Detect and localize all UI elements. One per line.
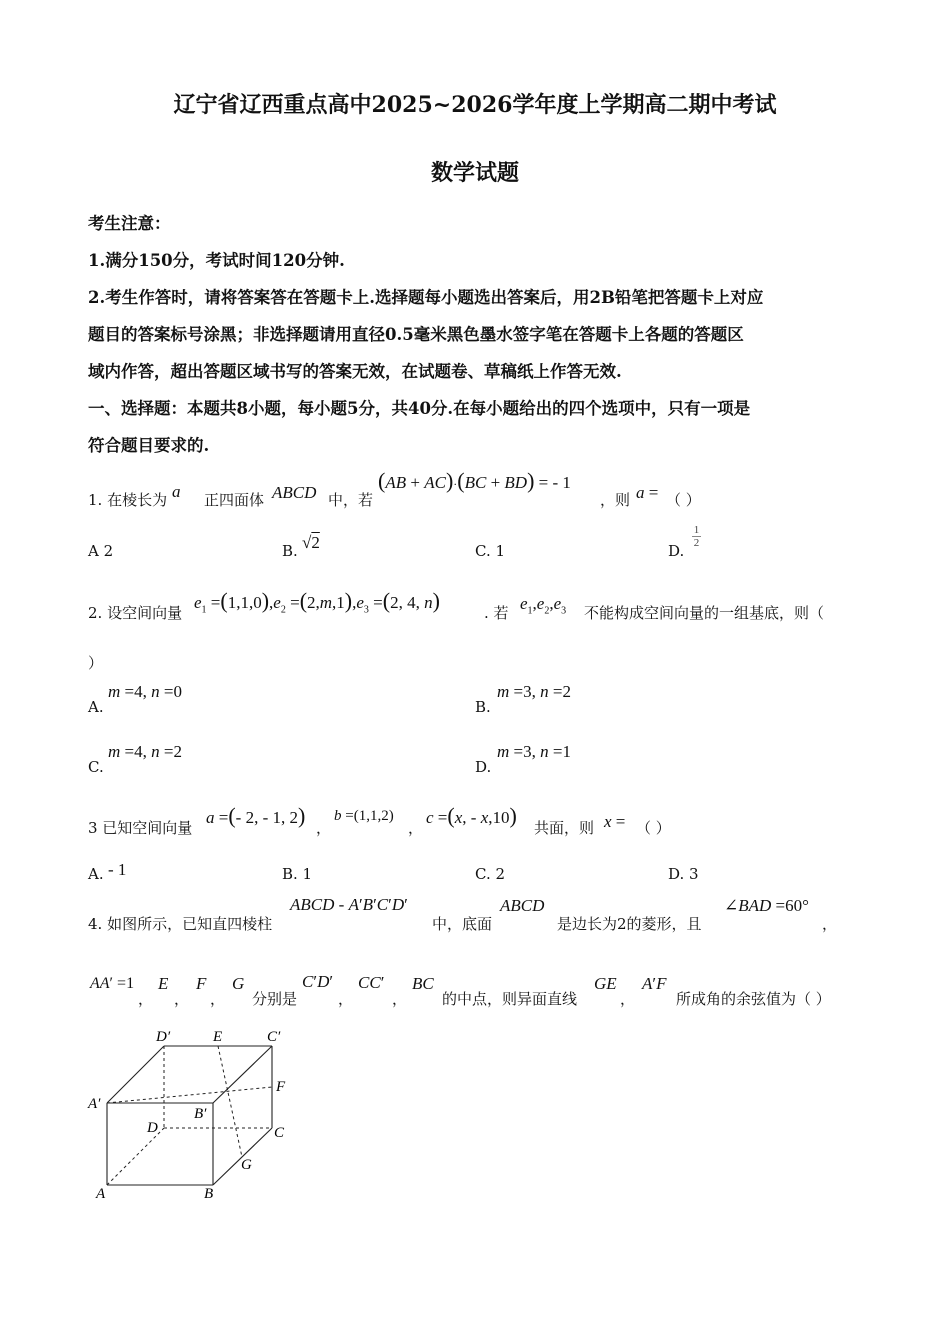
q2-text-4: ） <box>88 654 104 672</box>
q4-math-cc: CC′ <box>358 973 385 992</box>
q2-option-a-label: A. <box>88 698 104 716</box>
q3-math-c: c =(x, - x,10) <box>426 803 517 828</box>
q4-math-ge: GE <box>594 974 617 993</box>
q2-text-1: 2. 设空间向量 <box>88 604 183 622</box>
q4-text-5: 分别是 <box>252 990 298 1008</box>
q1-math-a-eq: a = <box>636 483 659 502</box>
notice-item-2-line-2: 题目的答案标号涂黑；非选择题请用直径0.5毫米黑色墨水签字笔在答题卡上各题的答题区 <box>88 325 744 344</box>
q3-comma-2: ， <box>408 819 424 837</box>
q4-comma-4: ， <box>338 990 354 1008</box>
q4-math-e: E <box>158 974 169 993</box>
exam-title: 辽宁省辽西重点高中2025~2026学年度上学期高二期中考试 <box>173 92 777 118</box>
q3-option-d: D. 3 <box>668 865 699 883</box>
notice-item-2-line-3: 域内作答，超出答题区域书写的答案无效，在试题卷、草稿纸上作答无效. <box>88 362 622 381</box>
section-1-heading-line-2: 符合题目要求的. <box>88 436 210 455</box>
edge-b1-c1 <box>213 1046 272 1103</box>
q4-text-7: 所成角的余弦值为（ ） <box>676 990 831 1008</box>
q3-math-x-eq: x = <box>604 812 626 831</box>
q3-option-c: C. 2 <box>475 865 506 883</box>
q4-math-bc: BC <box>412 974 434 993</box>
q2-text-3: 不能构成空间向量的一组基底，则（ <box>584 604 825 622</box>
q1-math-a: a <box>172 482 181 501</box>
q4-comma-1: ， <box>138 990 154 1008</box>
q3-comma-1: ， <box>316 819 332 837</box>
q4-math-g: G <box>232 974 245 993</box>
q4-comma-5: ， <box>392 990 408 1008</box>
q2-option-a-math: m =4, n =0 <box>108 682 182 701</box>
q1-math-condition: (AB + AC)·(BC + BD) = - 1 <box>378 468 571 493</box>
q2-option-c-label: C. <box>88 758 104 776</box>
q4-comma-6: ， <box>620 990 636 1008</box>
q1-text-5: （ ） <box>666 491 701 509</box>
notice-item-1: 1.满分150分，考试时间120分钟. <box>88 251 345 270</box>
label-b-prime: B′ <box>194 1106 207 1122</box>
q1-text-3: 中，若 <box>328 491 374 509</box>
label-c: C <box>274 1125 285 1141</box>
q4-comma-2: ， <box>174 990 190 1008</box>
label-b: B <box>204 1186 214 1202</box>
label-g: G <box>241 1157 252 1173</box>
q4-text-4: ， <box>822 915 838 933</box>
q2-option-b-label: B. <box>475 698 491 716</box>
q2-option-b-math: m =3, n =2 <box>497 682 571 701</box>
label-f: F <box>276 1079 286 1095</box>
label-e: E <box>213 1029 223 1045</box>
q1-text-4: ，则 <box>600 491 631 509</box>
notice-item-2-line-1: 2.考生作答时，请将答案答在答题卡上.选择题每小题选出答案后，用2B铅笔把答题卡上对应 <box>88 288 764 307</box>
prism-figure <box>80 1020 320 1210</box>
segment-e-g <box>218 1046 242 1157</box>
q2-math-vectors: $e_1 =(1,1,0),e_2 =(2,m,1),e_3 =(2$, 4, n) <box>194 588 440 616</box>
q4-math-af: A′F <box>642 974 667 993</box>
q1-option-b-label: B. <box>282 542 298 560</box>
notice-heading: 考生注意： <box>88 214 171 233</box>
q4-text-1: 4. 如图所示，已知直四棱柱 <box>88 915 273 933</box>
q3-option-b: B. 1 <box>282 865 313 883</box>
q1-option-c: C. 1 <box>475 542 506 560</box>
q4-text-6: 的中点，则异面直线 <box>442 990 578 1008</box>
segment-a1-f <box>107 1087 272 1103</box>
q2-text-2: . 若 <box>484 604 509 622</box>
q3-math-b: b =(1,1,2) <box>334 808 394 824</box>
q3-math-a: a =(- 2, - 1, 2) <box>206 803 306 828</box>
q3-option-a-label: A. <box>88 865 104 883</box>
q3-text-5: 共面，则 <box>534 819 595 837</box>
q2-option-c-math: m =4, n =2 <box>108 742 182 761</box>
section-1-heading-line-1: 一、选择题：本题共8小题，每小题5分，共40分.在每小题给出的四个选项中，只有一项是 <box>88 399 751 418</box>
label-d-prime: D′ <box>156 1029 171 1045</box>
q4-math-abcd: ABCD <box>500 896 545 915</box>
exam-subtitle: 数学试题 <box>430 160 519 186</box>
q1-option-b-sqrt2: √2 <box>302 533 320 552</box>
q2-option-d-label: D. <box>475 758 492 776</box>
edge-a1-d1 <box>107 1046 164 1103</box>
q3-text-6: （ ） <box>636 819 671 837</box>
q4-comma-3: ， <box>210 990 226 1008</box>
q1-text-1: 1. 在棱长为 <box>88 491 168 509</box>
q4-math-cd: C′D′ <box>302 972 334 991</box>
label-a-prime: A′ <box>88 1096 101 1112</box>
q3-text-1: 3 已知空间向量 <box>88 819 193 837</box>
q4-math-f: F <box>196 974 207 993</box>
q4-text-3: 是边长为2的菱形，且 <box>557 915 702 933</box>
q2-math-e-set: $e_1,e_2,e_3$ <box>520 594 567 617</box>
q4-math-prism: ABCD - A′B′C′D′ <box>290 895 408 914</box>
q1-option-d-label: D. <box>668 542 685 560</box>
label-c-prime: C′ <box>267 1029 281 1045</box>
q4-text-2: 中，底面 <box>432 915 493 933</box>
q4-math-angle: ∠BAD =60° <box>724 896 809 915</box>
label-a: A <box>96 1186 106 1202</box>
label-d: D <box>147 1120 158 1136</box>
hidden-edge-a-d <box>107 1128 164 1185</box>
q1-option-a: A 2 <box>88 542 114 560</box>
q2-option-d-math: m =3, n =1 <box>497 742 571 761</box>
q1-math-abcd: ABCD <box>272 483 317 502</box>
q4-math-aa1: AA′ =1 <box>90 975 135 992</box>
q3-option-a-math: - 1 <box>108 860 127 879</box>
q1-text-2: 正四面体 <box>204 491 265 509</box>
q1-option-d-fraction: 1 2 <box>693 524 700 549</box>
